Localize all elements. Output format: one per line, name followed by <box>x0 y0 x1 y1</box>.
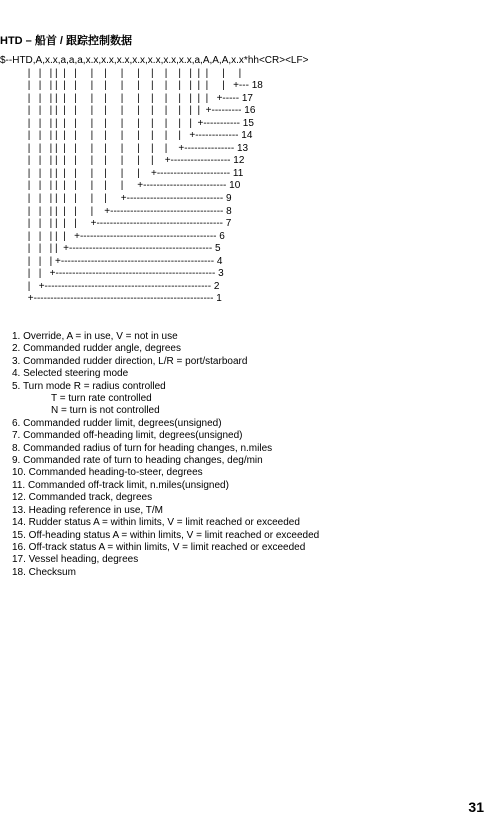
diagram-line: | | | | | | | | | | | | | | | | | | <box>0 67 242 79</box>
diagram-line: | | | | | | | | | | | | | +------------- 14 <box>0 130 253 142</box>
diagram-line: | | | | +------------------------------------------- 5 <box>0 243 221 255</box>
field-description: 6. Commanded rudder limit, degrees(unsigned) <box>12 417 222 429</box>
field-description: 8. Commanded radius of turn for heading changes, n.miles <box>12 442 273 454</box>
diagram-line: | | +------------------------------------------------ 3 <box>0 268 224 280</box>
field-description: 3. Commanded rudder direction, L/R = port/starboard <box>12 355 248 367</box>
diagram-line: | | | | | | | | | | | | | | +----------- 15 <box>0 117 254 129</box>
diagram-line: +------------------------------------------------------ 1 <box>0 293 222 305</box>
diagram-line: | | | | | | | | +----------------------------- 9 <box>0 193 232 205</box>
section-title: HTD – 船首 / 跟踪控制数据 <box>0 35 133 47</box>
diagram-line: | | | | | | | | | | | | | | | | | +--- 18 <box>0 80 263 92</box>
diagram-line: | | | | | | | | | | | | | | | | +----- 17 <box>0 92 253 104</box>
diagram-line: | +-------------------------------------------------- 2 <box>0 280 220 292</box>
field-description: T = turn rate controlled <box>51 393 152 405</box>
field-description: 12. Commanded track, degrees <box>12 492 153 504</box>
diagram-line: | | | | | | | | | +------------------------- 10 <box>0 180 241 192</box>
field-description: 5. Turn mode R = radius controlled <box>12 380 166 392</box>
field-description: N = turn is not controlled <box>51 405 160 417</box>
field-description: 16. Off-track status A = within limits, V = limit reached or exceeded <box>12 541 306 553</box>
field-description: 18. Checksum <box>12 566 76 578</box>
field-description: 7. Commanded off-heading limit, degrees(unsigned) <box>12 430 243 442</box>
field-description: 17. Vessel heading, degrees <box>12 554 139 566</box>
field-description: 4. Selected steering mode <box>12 368 129 380</box>
field-description: 2. Commanded rudder angle, degrees <box>12 343 181 355</box>
field-description: 1. Override, A = in use, V = not in use <box>12 331 178 342</box>
diagram-line: | | | +---------------------------------------------- 4 <box>0 255 223 267</box>
field-description: 13. Heading reference in use, T/M <box>12 504 164 516</box>
diagram-line: | | | | | | | | | | | +------------------ 12 <box>0 155 245 167</box>
field-descriptions <box>12 331 319 579</box>
field-description: 10. Commanded heading-to-steer, degrees <box>12 467 203 479</box>
diagram-line: | | | | | | | | | | +---------------------- 11 <box>0 167 244 179</box>
field-description: 15. Off-heading status A = within limits, V = limit reached or exceeded <box>12 529 320 541</box>
diagram-line: | | | | | | | | | | | | +--------------- 13 <box>0 142 249 154</box>
sentence-format-diagram <box>0 55 308 306</box>
diagram-line: | | | | | | | +---------------------------------- 8 <box>0 205 232 217</box>
diagram-line: | | | | | +----------------------------------------- 6 <box>0 230 225 242</box>
field-description: 9. Commanded rate of turn to heading changes, deg/min <box>12 455 263 467</box>
sentence-format-line: $--HTD,A,x.x,a,a,a,x.x,x.x,x.x,x.x,x.x,x.x,x.x,a,A,A,A,x.x*hh<CR><LF> <box>0 55 309 66</box>
diagram-line: | | | | | | +-------------------------------------- 7 <box>0 218 232 230</box>
field-description: 11. Commanded off-track limit, n.miles(unsigned) <box>12 479 229 491</box>
field-description: 14. Rudder status A = within limits, V = limit reached or exceeded <box>12 517 300 529</box>
page-number: 31 <box>468 799 484 815</box>
diagram-line: | | | | | | | | | | | | | | | +--------- 16 <box>0 105 256 117</box>
